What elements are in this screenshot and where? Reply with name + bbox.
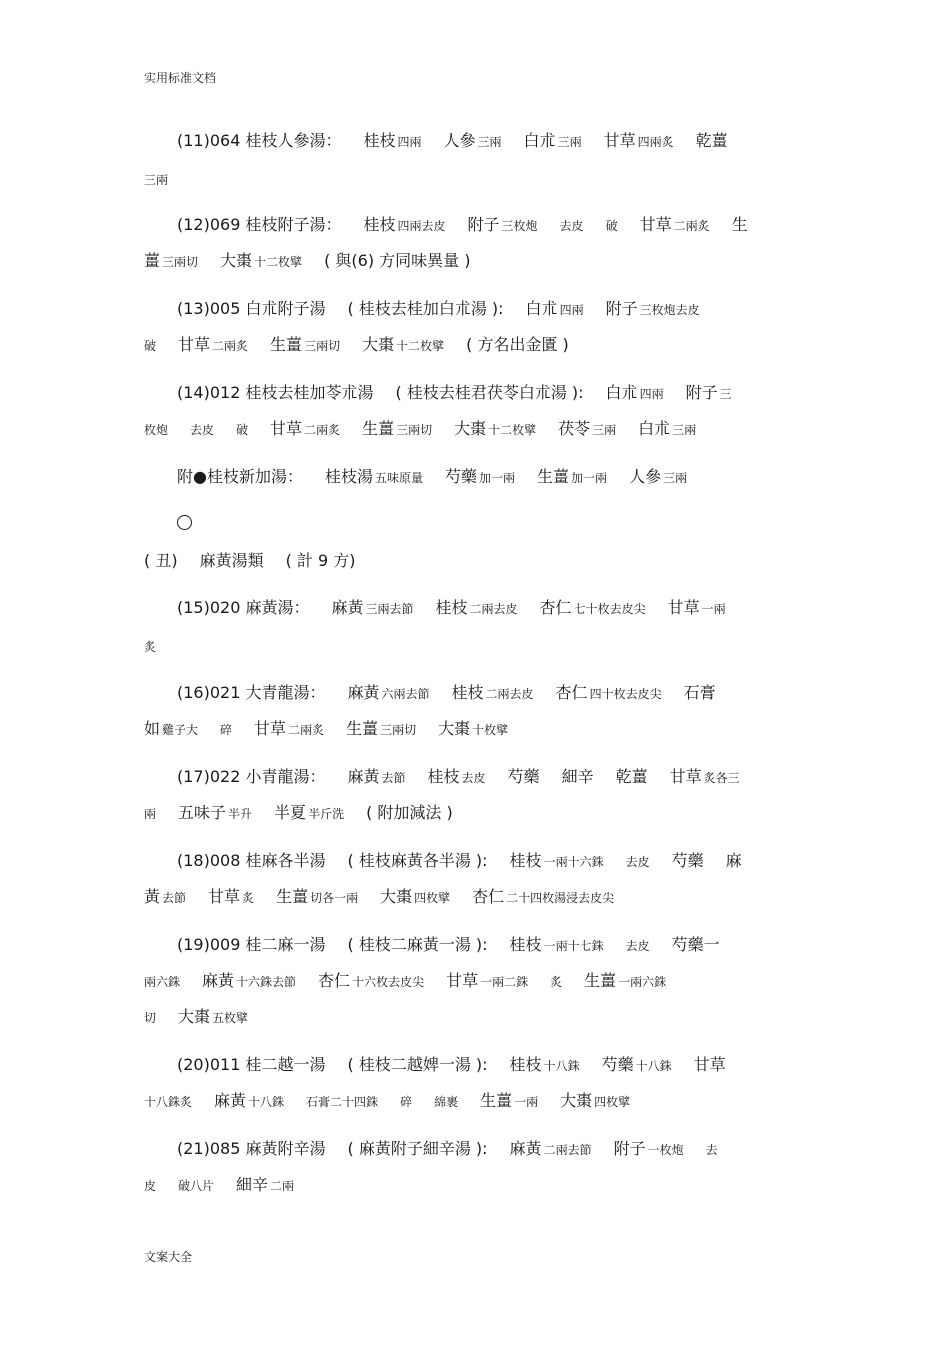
dosage-note: 三兩	[592, 423, 617, 437]
text-segment: 附子	[685, 383, 718, 402]
dosage-note: 炙	[144, 640, 157, 654]
dosage-note: 二兩炙	[673, 219, 710, 233]
text-segment: 芍藥	[445, 467, 478, 486]
text-segment: ( 桂枝去桂君茯苓白朮湯 ):	[395, 383, 584, 402]
dosage-note: 一枚炮	[647, 1143, 684, 1157]
text-line	[144, 1091, 814, 1111]
dosage-note: 三兩	[672, 423, 697, 437]
dosage-note: 二兩去節	[543, 1143, 592, 1157]
text-segment: 茯苓	[558, 419, 591, 438]
text-segment: 生薑	[584, 971, 617, 990]
text-segment: 白朮	[525, 299, 558, 318]
dosage-note: 三兩切	[396, 423, 433, 437]
dosage-note: 兩六銖	[144, 975, 181, 989]
text-segment: 甘草	[669, 767, 702, 786]
page-header: 实用标准文档	[144, 71, 217, 85]
text-segment: (19)009 桂二麻一湯	[177, 935, 326, 954]
dosage-note: 三兩	[557, 135, 582, 149]
text-line	[144, 467, 814, 487]
dosage-note: 二兩炙	[288, 723, 325, 737]
text-line	[144, 803, 814, 823]
text-segment: 甘草	[270, 419, 303, 438]
text-segment: 甘草	[667, 598, 700, 617]
dosage-note: 十枚擘	[472, 723, 509, 737]
text-segment: 白朮	[523, 131, 556, 150]
text-segment: 杏仁	[539, 598, 572, 617]
circle-mark	[177, 515, 192, 530]
text-segment: 生薑	[276, 887, 309, 906]
dosage-note: 二兩炙	[212, 339, 249, 353]
text-segment: 附●桂枝新加湯：	[177, 467, 303, 486]
text-line	[144, 419, 814, 439]
text-segment: 甘草	[446, 971, 479, 990]
dosage-note: 去皮	[190, 423, 215, 437]
text-segment: 麻黃	[331, 598, 364, 617]
text-segment: 生	[731, 215, 748, 234]
text-segment: ( 計 9 方)	[285, 551, 356, 570]
text-line	[144, 1007, 814, 1027]
text-segment: ( 桂枝麻黃各半湯 ):	[347, 851, 488, 870]
dosage-note: 加一兩	[479, 471, 516, 485]
text-segment: 生薑	[346, 719, 379, 738]
dosage-note: 四兩去皮	[397, 219, 446, 233]
text-segment: 麻黃湯類	[199, 551, 264, 570]
text-segment: 大棗	[438, 719, 471, 738]
text-segment: 甘草	[178, 335, 211, 354]
dosage-note: 四枚擘	[594, 1095, 631, 1109]
dosage-note: 切	[144, 1011, 157, 1025]
text-line	[144, 683, 814, 703]
text-segment: 生薑	[270, 335, 303, 354]
text-segment: 甘草	[603, 131, 636, 150]
dosage-note: 兩	[144, 807, 157, 821]
text-segment: 甘草	[693, 1055, 726, 1074]
dosage-note: 破八片	[178, 1179, 215, 1193]
dosage-note: 四兩	[397, 135, 422, 149]
text-line	[144, 1055, 814, 1075]
text-segment: 乾薑	[615, 767, 648, 786]
dosage-note: 十六枚去皮尖	[352, 975, 425, 989]
dosage-note: 石膏二十四銖	[306, 1095, 379, 1109]
dosage-note: 三枚炮去皮	[639, 303, 700, 317]
text-segment: 麻黃	[214, 1091, 247, 1110]
dosage-note: 四兩	[639, 387, 664, 401]
text-segment: 附子	[467, 215, 500, 234]
text-segment: 大棗	[560, 1091, 593, 1110]
dosage-note: 四兩	[559, 303, 584, 317]
text-segment: ( 桂枝去桂加白朮湯 ):	[347, 299, 504, 318]
dosage-note: 炙	[550, 975, 563, 989]
text-segment: 細辛	[561, 767, 594, 786]
dosage-note: 雞子大	[162, 723, 199, 737]
dosage-note: 二兩炙	[304, 423, 341, 437]
text-line	[144, 935, 814, 955]
text-segment: 杏仁	[472, 887, 505, 906]
dosage-note: 枚炮	[144, 423, 169, 437]
dosage-note: 去	[705, 1143, 718, 1157]
dosage-note: 一兩十七銖	[543, 939, 604, 953]
text-segment: 桂枝	[509, 851, 542, 870]
text-segment: (13)005 白朮附子湯	[177, 299, 326, 318]
text-segment: (16)021 大青龍湯：	[177, 683, 326, 702]
text-segment: (11)064 桂枝人參湯：	[177, 131, 342, 150]
dosage-note: 去節	[381, 771, 406, 785]
text-line	[144, 851, 814, 871]
dosage-note: 四十枚去皮尖	[589, 687, 662, 701]
text-segment: 石膏	[683, 683, 716, 702]
text-line	[144, 719, 814, 739]
text-segment: 甘草	[208, 887, 241, 906]
text-segment: ( 丑)	[144, 551, 178, 570]
dosage-note: 破	[236, 423, 249, 437]
dosage-note: 一兩	[514, 1095, 539, 1109]
dosage-note: 加一兩	[571, 471, 608, 485]
text-line	[144, 383, 814, 403]
text-line	[144, 251, 814, 271]
text-segment: (21)085 麻黃附辛湯	[177, 1139, 326, 1158]
text-segment: ( 與(6) 方同味異量 )	[324, 251, 471, 270]
dosage-note: 碎	[400, 1095, 413, 1109]
text-segment: 麻	[725, 851, 742, 870]
text-segment: 桂枝	[435, 598, 468, 617]
text-segment: 杏仁	[318, 971, 351, 990]
dosage-note: 七十枚去皮尖	[573, 602, 646, 616]
text-segment: 杏仁	[555, 683, 588, 702]
dosage-note: 去皮	[461, 771, 486, 785]
dosage-note: 三兩切	[162, 255, 199, 269]
text-segment: 桂枝	[363, 131, 396, 150]
dosage-note: 十八銖	[543, 1059, 580, 1073]
dosage-note: 三兩	[663, 471, 688, 485]
dosage-note: 破	[605, 219, 618, 233]
text-segment: 甘草	[639, 215, 672, 234]
dosage-note: 十八銖炙	[144, 1095, 193, 1109]
dosage-note: 十二枚擘	[254, 255, 303, 269]
text-segment: 白朮	[638, 419, 671, 438]
text-segment: 大棗	[380, 887, 413, 906]
text-segment: 人參	[629, 467, 662, 486]
text-segment: 細辛	[236, 1175, 269, 1194]
dosage-note: 十八銖	[248, 1095, 285, 1109]
text-segment: ( 麻黃附子細辛湯 ):	[347, 1139, 488, 1158]
text-segment: 乾薑	[695, 131, 728, 150]
dosage-note: 三兩	[144, 173, 169, 187]
dosage-note: 二兩去皮	[485, 687, 534, 701]
text-segment: 生薑	[537, 467, 570, 486]
text-segment: 桂枝	[363, 215, 396, 234]
page-footer: 文案大全	[144, 1250, 193, 1264]
dosage-note: 五味原量	[374, 471, 423, 485]
dosage-note: 一兩	[701, 602, 726, 616]
text-segment: 甘草	[254, 719, 287, 738]
text-line	[144, 1139, 814, 1159]
text-segment: 如	[144, 719, 161, 738]
text-segment: 麻黃	[347, 767, 380, 786]
text-line	[144, 551, 814, 571]
dosage-note: 破	[144, 339, 157, 353]
text-segment: (12)069 桂枝附子湯：	[177, 215, 342, 234]
text-line	[144, 598, 814, 618]
text-segment: 芍藥一	[671, 935, 720, 954]
text-segment: 大棗	[454, 419, 487, 438]
dosage-note: 十八銖	[635, 1059, 672, 1073]
text-line	[144, 971, 814, 991]
text-line	[144, 1175, 814, 1195]
dosage-note: 碎	[220, 723, 233, 737]
dosage-note: 一兩十六銖	[543, 855, 604, 869]
text-line	[144, 636, 814, 656]
text-line	[144, 335, 814, 355]
text-segment: 生薑	[362, 419, 395, 438]
dosage-note: 一兩六銖	[618, 975, 667, 989]
text-line	[144, 767, 814, 787]
text-segment: 桂枝	[427, 767, 460, 786]
dosage-note: 六兩去節	[381, 687, 430, 701]
text-segment: 桂枝湯	[324, 467, 373, 486]
text-segment: 五味子	[178, 803, 227, 822]
dosage-note: 皮	[144, 1179, 157, 1193]
text-segment: ( 桂枝二麻黃一湯 ):	[347, 935, 488, 954]
dosage-note: 去皮	[625, 939, 650, 953]
dosage-note: 去皮	[559, 219, 584, 233]
text-segment: 生薑	[480, 1091, 513, 1110]
text-segment: 桂枝	[509, 1055, 542, 1074]
dosage-note: 三兩切	[380, 723, 417, 737]
text-segment: ( 桂枝二越婢一湯 ):	[347, 1055, 488, 1074]
text-segment: (17)022 小青龍湯：	[177, 767, 326, 786]
dosage-note: 一兩二銖	[480, 975, 529, 989]
text-segment: ( 方名出金匱 )	[466, 335, 569, 354]
dosage-note: 四兩炙	[637, 135, 674, 149]
text-line	[144, 215, 814, 235]
dosage-note: 三兩切	[304, 339, 341, 353]
text-segment: 麻黃	[509, 1139, 542, 1158]
dosage-note: 三兩去節	[365, 602, 414, 616]
text-segment: 黃	[144, 887, 161, 906]
text-segment: 芍藥	[671, 851, 704, 870]
dosage-note: 三枚炮	[501, 219, 538, 233]
text-segment: 白朮	[605, 383, 638, 402]
text-segment: 芍藥	[601, 1055, 634, 1074]
text-segment: 薑	[144, 251, 161, 270]
dosage-note: 十二枚擘	[396, 339, 445, 353]
dosage-note: 二十四枚湯浸去皮尖	[506, 891, 615, 905]
text-segment: 桂枝	[451, 683, 484, 702]
dosage-note: 切各一兩	[310, 891, 359, 905]
dosage-note: 炙	[242, 891, 255, 905]
dosage-note: 十二枚擘	[488, 423, 537, 437]
dosage-note: 去皮	[625, 855, 650, 869]
text-line	[144, 887, 814, 907]
dosage-note: 三兩	[477, 135, 502, 149]
dosage-note: 去節	[162, 891, 187, 905]
text-segment: 大棗	[220, 251, 253, 270]
text-line	[144, 169, 814, 189]
text-segment: 附子	[605, 299, 638, 318]
dosage-note: 二兩去皮	[469, 602, 518, 616]
text-segment: 附子	[613, 1139, 646, 1158]
dosage-note: 炙各三	[703, 771, 740, 785]
text-segment: 大棗	[178, 1007, 211, 1026]
dosage-note: 三	[719, 387, 732, 401]
dosage-note: 半斤洗	[308, 807, 345, 821]
text-segment: (14)012 桂枝去桂加苓朮湯	[177, 383, 374, 402]
text-segment: 大棗	[362, 335, 395, 354]
dosage-note: 二兩	[270, 1179, 295, 1193]
text-segment: (18)008 桂麻各半湯	[177, 851, 326, 870]
dosage-note: 綿裹	[434, 1095, 459, 1109]
text-segment: ( 附加減法 )	[366, 803, 453, 822]
text-segment: 桂枝	[509, 935, 542, 954]
dosage-note: 十六銖去節	[236, 975, 297, 989]
dosage-note: 五枚擘	[212, 1011, 249, 1025]
text-segment: (20)011 桂二越一湯	[177, 1055, 326, 1074]
text-segment: (15)020 麻黃湯：	[177, 598, 310, 617]
dosage-note: 半升	[228, 807, 253, 821]
text-segment: 麻黃	[347, 683, 380, 702]
text-segment: 人參	[443, 131, 476, 150]
text-segment: 麻黃	[202, 971, 235, 990]
text-line	[144, 131, 814, 151]
text-segment: 芍藥	[507, 767, 540, 786]
text-line	[144, 299, 814, 319]
dosage-note: 四枚擘	[414, 891, 451, 905]
text-segment: 半夏	[274, 803, 307, 822]
